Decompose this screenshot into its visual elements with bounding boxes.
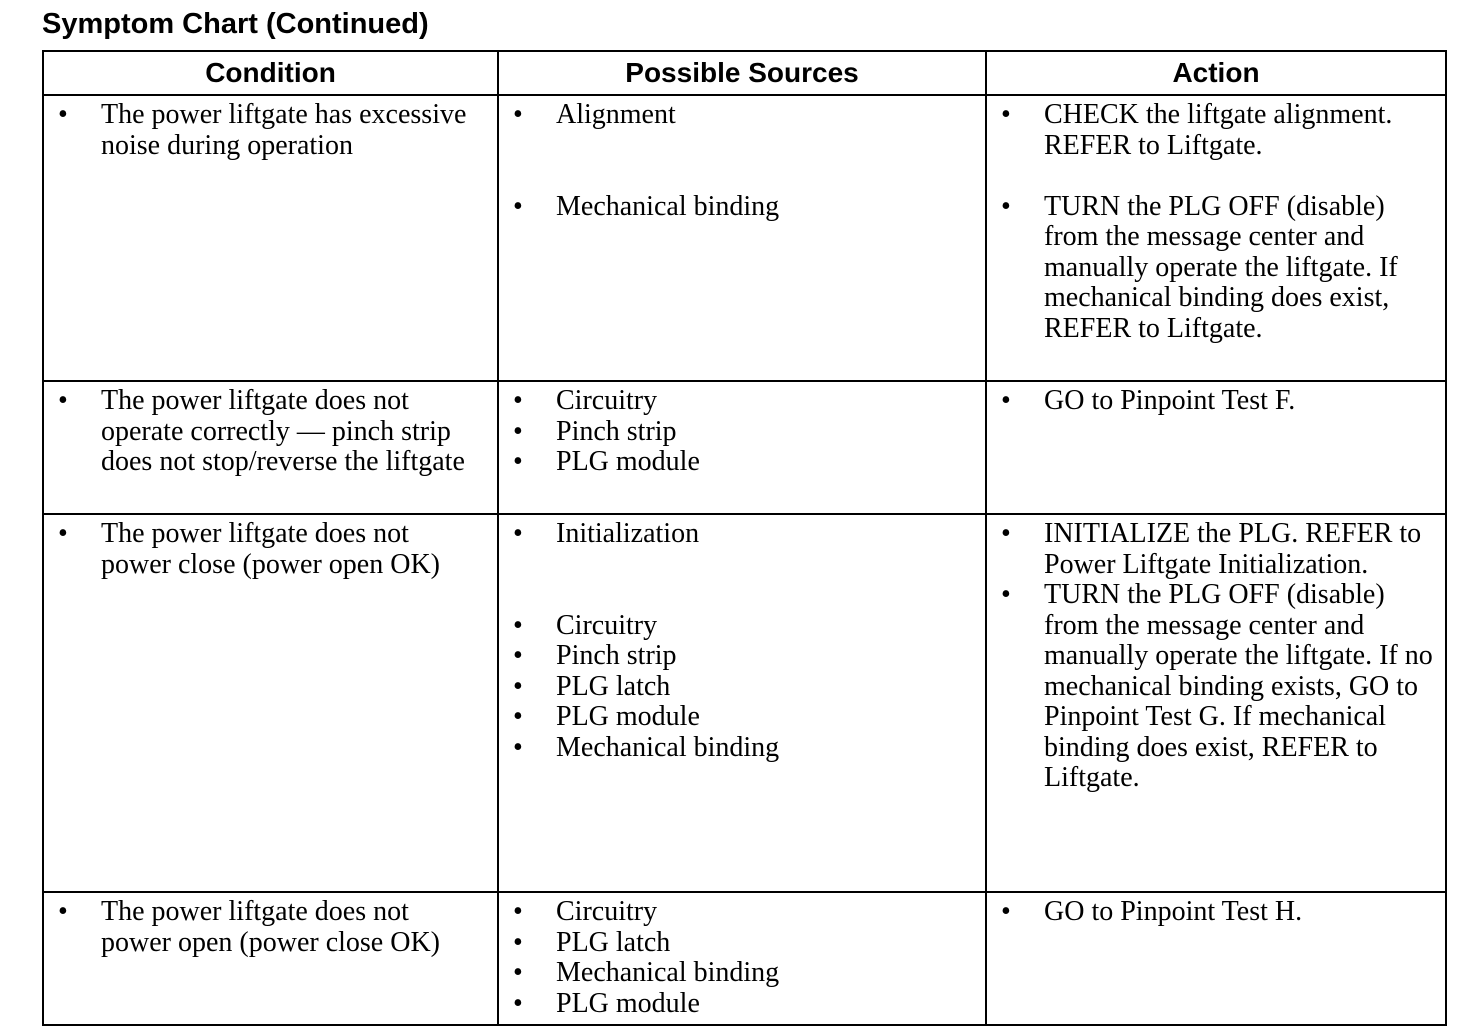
- list-item: • TURN the PLG OFF (disable) from the message center and manually operate the liftgate. If no mechanical binding exists, GO to Pinpoint Test G. If mechanical binding does exist, REFER to Liftgate.: [1001, 580, 1433, 794]
- condition-cell: [43, 381, 498, 514]
- header-condition: Condition: [43, 51, 498, 95]
- header-action: Action: [986, 51, 1446, 95]
- sources-cell: [498, 892, 986, 1025]
- action-cell: [986, 892, 1446, 1025]
- list-item: • Mechanical binding: [513, 192, 973, 223]
- table-row: [43, 381, 1446, 514]
- condition-cell: [43, 892, 498, 1025]
- list-item: • The power liftgate does not power open (power close OK): [58, 897, 485, 958]
- header-possible-sources: Possible Sources: [498, 51, 986, 95]
- list-item: • PLG latch: [513, 672, 973, 703]
- list-item: • PLG module: [513, 447, 973, 478]
- action-list: [1001, 386, 1433, 417]
- action-cell: [986, 381, 1446, 514]
- list-item: • PLG latch: [513, 928, 973, 959]
- list-item: • PLG module: [513, 702, 973, 733]
- action-list: [1001, 519, 1433, 794]
- action-cell: [986, 95, 1446, 381]
- sources-list: [513, 100, 973, 222]
- list-item: • The power liftgate has excessive noise during operation: [58, 100, 485, 161]
- list-item: • Pinch strip: [513, 641, 973, 672]
- sources-cell: [498, 95, 986, 381]
- list-item: • CHECK the liftgate alignment. REFER to Liftgate.: [1001, 100, 1433, 161]
- list-item: • TURN the PLG OFF (disable) from the message center and manually operate the liftgate. If mechanical binding does exist, REFER to Liftgate.: [1001, 192, 1433, 345]
- condition-list: [58, 100, 485, 161]
- list-item: • The power liftgate does not operate correctly — pinch strip does not stop/reverse the liftgate: [58, 386, 485, 478]
- list-item: • Circuitry: [513, 611, 973, 642]
- list-item: • Mechanical binding: [513, 958, 973, 989]
- sources-list: [513, 519, 973, 763]
- list-item: • GO to Pinpoint Test H.: [1001, 897, 1433, 928]
- action-list: [1001, 897, 1433, 928]
- list-item: • Pinch strip: [513, 417, 973, 448]
- condition-cell: [43, 514, 498, 892]
- condition-list: [58, 519, 485, 580]
- list-item: • PLG module: [513, 989, 973, 1020]
- symptom-chart-table: [42, 50, 1447, 1026]
- page-title: Symptom Chart (Continued): [42, 8, 429, 40]
- condition-list: [58, 386, 485, 478]
- list-item: • Alignment: [513, 100, 973, 131]
- list-item: • INITIALIZE the PLG. REFER to Power Liftgate Initialization.: [1001, 519, 1433, 580]
- header-row: [43, 51, 1446, 95]
- list-item: • The power liftgate does not power close (power open OK): [58, 519, 485, 580]
- table-row: [43, 514, 1446, 892]
- list-item: • Initialization: [513, 519, 973, 550]
- sources-cell: [498, 381, 986, 514]
- table-row: [43, 95, 1446, 381]
- list-item: • Mechanical binding: [513, 733, 973, 764]
- condition-list: [58, 897, 485, 958]
- condition-cell: [43, 95, 498, 381]
- list-item: • GO to Pinpoint Test F.: [1001, 386, 1433, 417]
- list-item: • Circuitry: [513, 897, 973, 928]
- list-item: • Circuitry: [513, 386, 973, 417]
- sources-list: [513, 897, 973, 1019]
- action-list: [1001, 100, 1433, 344]
- table-row: [43, 892, 1446, 1025]
- sources-list: [513, 386, 973, 478]
- sources-cell: [498, 514, 986, 892]
- action-cell: [986, 514, 1446, 892]
